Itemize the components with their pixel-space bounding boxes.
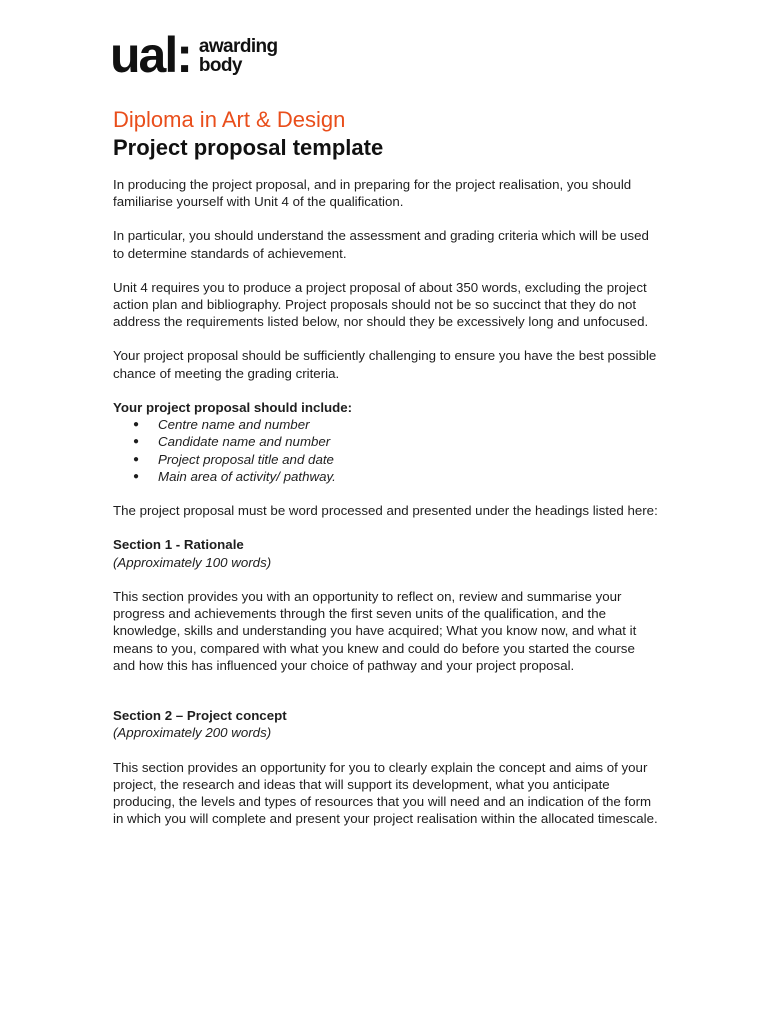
- list-item-text: Project proposal title and date: [158, 451, 334, 467]
- bullet-icon: ●: [133, 453, 140, 465]
- section-2-text: This section provides an opportunity for you to clearly explain the concept and aims of your project, the research and ideas that will support its development, what you anticipate producing, the levels and types of resources that you will need and an indication of the form in which you will complete and present your project realisation within the allocated timescale.: [113, 759, 658, 827]
- document-body: [113, 176, 658, 844]
- headings-intro-paragraph: The project proposal must be word processed and presented under the headings listed here:: [113, 503, 658, 519]
- section-1-text: This section provides you with an opportunity to reflect on, review and summarise your progress and achievements through the first seven units of the qualification, and the knowledge, skills and understanding you have acquired; What you know now, and what it means to you, compared with what you knew and could do before you started the course and how this has influenced your choice of pathway and your project proposal.: [113, 588, 637, 673]
- list-item: [113, 468, 658, 485]
- list-item: [113, 451, 658, 468]
- diploma-title: Diploma in Art & Design: [113, 107, 346, 132]
- bullet-icon: ●: [133, 419, 140, 431]
- bullet-icon: ●: [133, 436, 140, 448]
- intro-paragraph-3: Unit 4 requires you to produce a project proposal of about 350 words, excluding the project action plan and bibliography. Project proposals should not be so succinct that they do not address the requirements listed below, nor should they be excessively long and unfocused.: [113, 279, 649, 330]
- list-item-text: Main area of activity/ pathway.: [158, 469, 336, 485]
- section-2-word-count: (Approximately 200 words): [113, 725, 272, 741]
- list-item-text: Centre name and number: [158, 417, 310, 433]
- intro-paragraph-2: In particular, you should understand the assessment and grading criteria which will be used to determine standards of achievement.: [113, 228, 649, 261]
- section-2-title: Section 2 – Project concept: [113, 708, 287, 724]
- logo-word-awarding: awarding: [198, 36, 278, 57]
- logo-mark: ual:: [110, 27, 191, 83]
- list-item: [113, 416, 658, 433]
- section-1-word-count: (Approximately 100 words): [113, 554, 272, 570]
- section-1-title: Section 1 - Rationale: [113, 537, 244, 553]
- intro-paragraph-4: Your project proposal should be sufficiently challenging to ensure you have the best possible chance of meeting the grading criteria.: [113, 348, 657, 381]
- logo-word-body: body: [198, 55, 242, 76]
- ual-awarding-body-logo: [110, 27, 278, 83]
- proposal-title: Project proposal template: [113, 135, 384, 160]
- include-list: [113, 416, 658, 485]
- include-heading: Your project proposal should include:: [113, 399, 353, 415]
- bullet-icon: ●: [133, 471, 140, 483]
- intro-paragraph-1: In producing the project proposal, and in preparing for the project realisation, you should familiarise yourself with Unit 4 of the qualification.: [113, 177, 632, 210]
- logo-words: [199, 37, 278, 75]
- list-item-text: Candidate name and number: [158, 434, 331, 450]
- list-item: [113, 433, 658, 450]
